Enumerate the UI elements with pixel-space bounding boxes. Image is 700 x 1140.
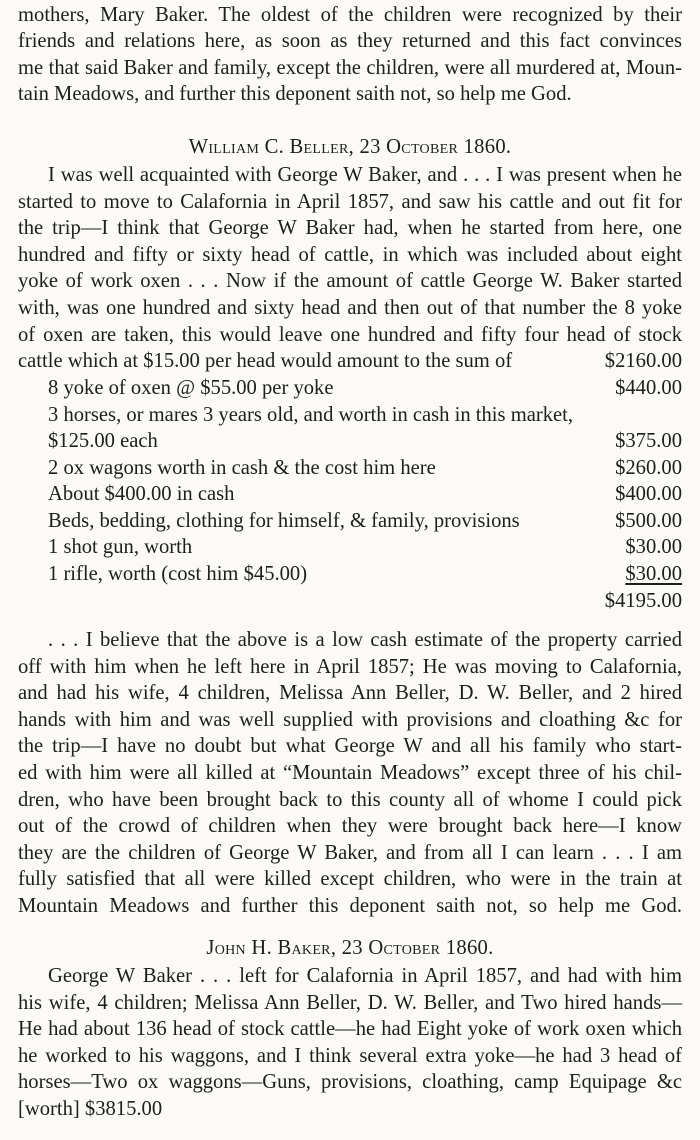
text-line: started to move to Calafornia in April 1857, and saw his cattle and out fit for — [18, 191, 682, 213]
text-line: I was well acquainted with George W Baker, and . . . I was present when he — [48, 164, 682, 186]
ledger-desc: 3 horses, or mares 3 years old, and worth in cash in this market, — [48, 404, 574, 426]
deponent-heading: William C. Beller, 23 October 1860. — [188, 136, 512, 158]
text-line: off with him when he left here in April 1857; He was moving to Calafornia, — [18, 656, 682, 678]
ledger-amount: $400.00 — [615, 483, 682, 505]
ledger-row — [18, 455, 682, 481]
text-line: they are the children of George W Baker, and from all I can learn . . . I am — [18, 842, 682, 864]
ledger-desc: About $400.00 in cash — [48, 483, 235, 505]
text-line: of oxen are taken, this would leave one hundred and fifty four head of stock — [18, 324, 682, 346]
text-line: and had his wife, 4 children, Melissa Ann Beller, D. W. Beller, and 2 hired — [18, 682, 682, 704]
text-line: . . . I believe that the above is a low cash estimate of the property carried — [48, 629, 682, 651]
text-line: the trip—I think that George W Baker had, when he started from here, one — [18, 217, 682, 239]
ledger-desc: 2 ox wagons worth in cash & the cost him here — [48, 457, 436, 479]
ledger-amount: $440.00 — [615, 377, 682, 399]
text-line: He had about 136 head of stock cattle—he had Eight yoke of work oxen which — [18, 1018, 682, 1040]
text-line: with, was one hundred and sixty head and then out of that number the 8 yoke — [18, 297, 682, 319]
ledger-amount: $30.00 — [625, 563, 682, 585]
ledger-amount: $500.00 — [615, 510, 682, 532]
ledger-row — [18, 402, 682, 428]
ledger-row — [18, 508, 682, 534]
text-line: yoke of work oxen . . . Now if the amount of cattle George W. Baker started — [18, 270, 682, 292]
text-line: hundred and fifty or sixty head of cattle, in which was included about eight — [18, 244, 682, 266]
ledger-row — [18, 534, 682, 560]
ledger-row — [18, 375, 682, 401]
text-line: ed with him were all killed at “Mountain Meadows” except three of his chil- — [18, 762, 682, 784]
text-line: [worth] $3815.00 — [18, 1098, 163, 1120]
ledger-amount: $2160.00 — [604, 350, 682, 372]
ledger-desc: 8 yoke of oxen @ $55.00 per yoke — [48, 377, 334, 399]
text-line: friends and relations here, as soon as they returned and this fact convinces — [18, 30, 682, 52]
ledger-row — [18, 348, 682, 374]
ledger-amount: $30.00 — [625, 536, 682, 558]
text-line: horses—Two ox waggons—Guns, provisions, cloathing, camp Equipage &c — [18, 1071, 682, 1093]
ledger-desc: Beds, bedding, clothing for himself, & family, provisions — [48, 510, 520, 532]
text-line: tain Meadows, and further this deponent saith not, so help me God. — [18, 83, 572, 105]
text-line: me that said Baker and family, except the children, were all murdered at, Moun- — [18, 57, 682, 79]
ledger-desc: cattle which at $15.00 per head would amount to the sum of — [18, 350, 513, 372]
ledger-total: $4195.00 — [604, 590, 682, 612]
text-line: dren, who have been brought back to this county all of whome I could pick — [18, 789, 682, 811]
ledger-amount: $375.00 — [615, 430, 682, 452]
text-line: fully satisfied that all were killed except children, who were in the train at — [18, 868, 682, 890]
text-line: Mountain Meadows and further this deponent saith not, so help me God. — [18, 895, 682, 917]
text-line: George W Baker . . . left for Calafornia in April 1857, and had with him — [48, 965, 682, 987]
text-line: mothers, Mary Baker. The oldest of the children were recognized by their — [18, 4, 682, 26]
text-line: hands with him and was well supplied with provisions and cloathing &c for — [18, 709, 682, 731]
ledger-row — [18, 481, 682, 507]
text-line: the trip—I have no doubt but what George W and all his family who start- — [18, 735, 682, 757]
text-line: his wife, 4 children; Melissa Ann Beller, D. W. Beller, and Two hired hands— — [18, 992, 682, 1014]
ledger-desc: 1 shot gun, worth — [48, 536, 193, 558]
ledger-row — [18, 561, 682, 587]
ledger-desc: $125.00 each — [48, 430, 158, 452]
deponent-heading: John H. Baker, 23 October 1860. — [206, 937, 494, 959]
text-line: out of the crowd of children when they were brought back here—I know — [18, 815, 682, 837]
ledger-total-row — [18, 588, 682, 614]
ledger-amount: $260.00 — [615, 457, 682, 479]
text-line: he worked to his waggons, and I think several extra yoke—he had 3 head of — [18, 1045, 682, 1067]
ledger-row — [18, 428, 682, 454]
ledger-desc: 1 rifle, worth (cost him $45.00) — [48, 563, 308, 585]
